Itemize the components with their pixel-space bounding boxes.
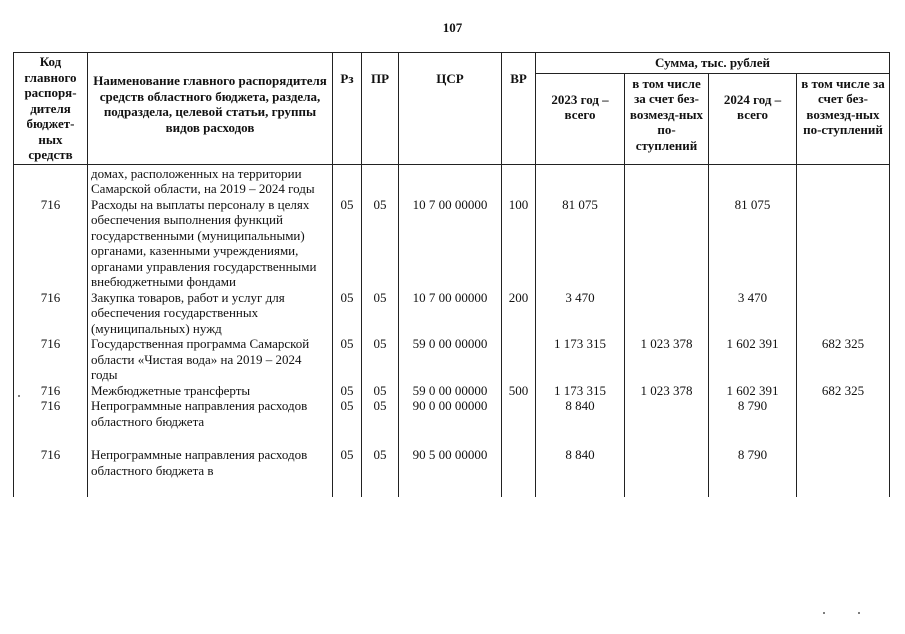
cell-2023-total: 3 470 <box>536 290 625 337</box>
cell-2023-free: 1 023 378 <box>625 383 709 399</box>
budget-table <box>13 52 890 497</box>
cell-2024-total: 3 470 <box>709 290 797 337</box>
cell-2024-free <box>797 447 890 497</box>
table-row <box>14 336 890 383</box>
cell-rz: 05 <box>333 447 362 497</box>
cell-2024-free <box>797 164 890 197</box>
cell-pr: 05 <box>362 197 399 290</box>
cell-2024-total: 81 075 <box>709 197 797 290</box>
cell-code: 716 <box>14 447 88 497</box>
cell-csr: 90 5 00 00000 <box>399 447 502 497</box>
header-csr: ЦСР <box>399 53 502 165</box>
cell-pr: 05 <box>362 398 399 429</box>
cell-code: 716 <box>14 398 88 429</box>
cell-2024-total: 8 790 <box>709 398 797 429</box>
scan-speck <box>823 612 825 614</box>
cell-rz <box>333 164 362 197</box>
cell-vr <box>502 447 536 497</box>
header-2023-free: в том числе за счет без-возмезд-ных по-ступлений <box>625 73 709 164</box>
header-code: Код главного распоря-дителя бюджет-ных средств <box>14 53 88 165</box>
cell-2023-free <box>625 197 709 290</box>
cell-2024-total <box>709 164 797 197</box>
cell-2024-free <box>797 290 890 337</box>
table-row <box>14 164 890 197</box>
cell-vr: 200 <box>502 290 536 337</box>
cell-2023-free <box>625 398 709 429</box>
cell-2024-free <box>797 398 890 429</box>
header-pr: ПР <box>362 53 399 165</box>
header-sum-group: Сумма, тыс. рублей <box>536 53 890 74</box>
cell-2023-total: 81 075 <box>536 197 625 290</box>
cell-code: 716 <box>14 290 88 337</box>
cell-2024-total: 8 790 <box>709 447 797 497</box>
cell-pr: 05 <box>362 290 399 337</box>
cell-2024-total: 1 602 391 <box>709 336 797 383</box>
cell-2024-free: 682 325 <box>797 336 890 383</box>
table-header <box>14 53 890 165</box>
cell-name: Непрограммные направления расходов областного бюджета в <box>88 447 333 497</box>
cell-2023-free <box>625 164 709 197</box>
cell-2023-total: 8 840 <box>536 447 625 497</box>
cell-rz: 05 <box>333 398 362 429</box>
cell-csr: 59 0 00 00000 <box>399 336 502 383</box>
cell-rz: 05 <box>333 290 362 337</box>
table-row <box>14 197 890 290</box>
cell-csr: 10 7 00 00000 <box>399 290 502 337</box>
cell-2024-free <box>797 197 890 290</box>
cell-name: Межбюджетные трансферты <box>88 383 333 399</box>
page-number: 107 <box>442 20 463 35</box>
cell-name: Государственная программа Самарской области «Чистая вода» на 2019 – 2024 годы <box>88 336 333 383</box>
cell-vr: 500 <box>502 383 536 399</box>
table-row <box>14 290 890 337</box>
cell-2023-total: 1 173 315 <box>536 336 625 383</box>
header-2024-total: 2024 год – всего <box>709 73 797 164</box>
cell-2023-free <box>625 290 709 337</box>
cell-vr <box>502 398 536 429</box>
cell-2023-total <box>536 164 625 197</box>
cell-code <box>14 164 88 197</box>
scan-speck <box>858 612 860 614</box>
table-row-spacer <box>14 429 890 447</box>
cell-pr: 05 <box>362 447 399 497</box>
cell-vr <box>502 164 536 197</box>
cell-name: Расходы на выплаты персоналу в целях обеспечения выполнения функций государственными (муниципальными) органами, казенными учреждениями, органами управления государственными внебюджетными фондами <box>88 197 333 290</box>
table-body <box>14 164 890 497</box>
header-2023-total: 2023 год – всего <box>536 73 625 164</box>
cell-vr <box>502 336 536 383</box>
cell-2024-total: 1 602 391 <box>709 383 797 399</box>
header-vr: ВР <box>502 53 536 165</box>
header-name: Наименование главного распорядителя средств областного бюджета, раздела, подраздела, целевой статьи, группы видов расходов <box>88 53 333 165</box>
cell-pr: 05 <box>362 336 399 383</box>
cell-name: Закупка товаров, работ и услуг для обеспечения государственных (муниципальных) нужд <box>88 290 333 337</box>
cell-2023-total: 1 173 315 <box>536 383 625 399</box>
cell-pr: 05 <box>362 383 399 399</box>
cell-vr: 100 <box>502 197 536 290</box>
cell-code: 716 <box>14 336 88 383</box>
cell-2023-total: 8 840 <box>536 398 625 429</box>
cell-2023-free <box>625 447 709 497</box>
cell-2023-free: 1 023 378 <box>625 336 709 383</box>
cell-2024-free: 682 325 <box>797 383 890 399</box>
cell-csr: 10 7 00 00000 <box>399 197 502 290</box>
header-rz: Рз <box>333 53 362 165</box>
cell-pr <box>362 164 399 197</box>
cell-name: Непрограммные направления расходов областного бюджета <box>88 398 333 429</box>
cell-rz: 05 <box>333 197 362 290</box>
cell-rz: 05 <box>333 336 362 383</box>
cell-rz: 05 <box>333 383 362 399</box>
cell-name: домах, расположенных на территории Самарской области, на 2019 – 2024 годы <box>88 164 333 197</box>
table-row <box>14 447 890 497</box>
cell-csr <box>399 164 502 197</box>
table-row <box>14 383 890 399</box>
cell-csr: 90 0 00 00000 <box>399 398 502 429</box>
cell-code: 716 <box>14 383 88 399</box>
scan-speck <box>18 395 20 397</box>
header-2024-free: в том числе за счет без-возмезд-ных по-ступлений <box>797 73 890 164</box>
cell-code: 716 <box>14 197 88 290</box>
cell-csr: 59 0 00 00000 <box>399 383 502 399</box>
table-row <box>14 398 890 429</box>
